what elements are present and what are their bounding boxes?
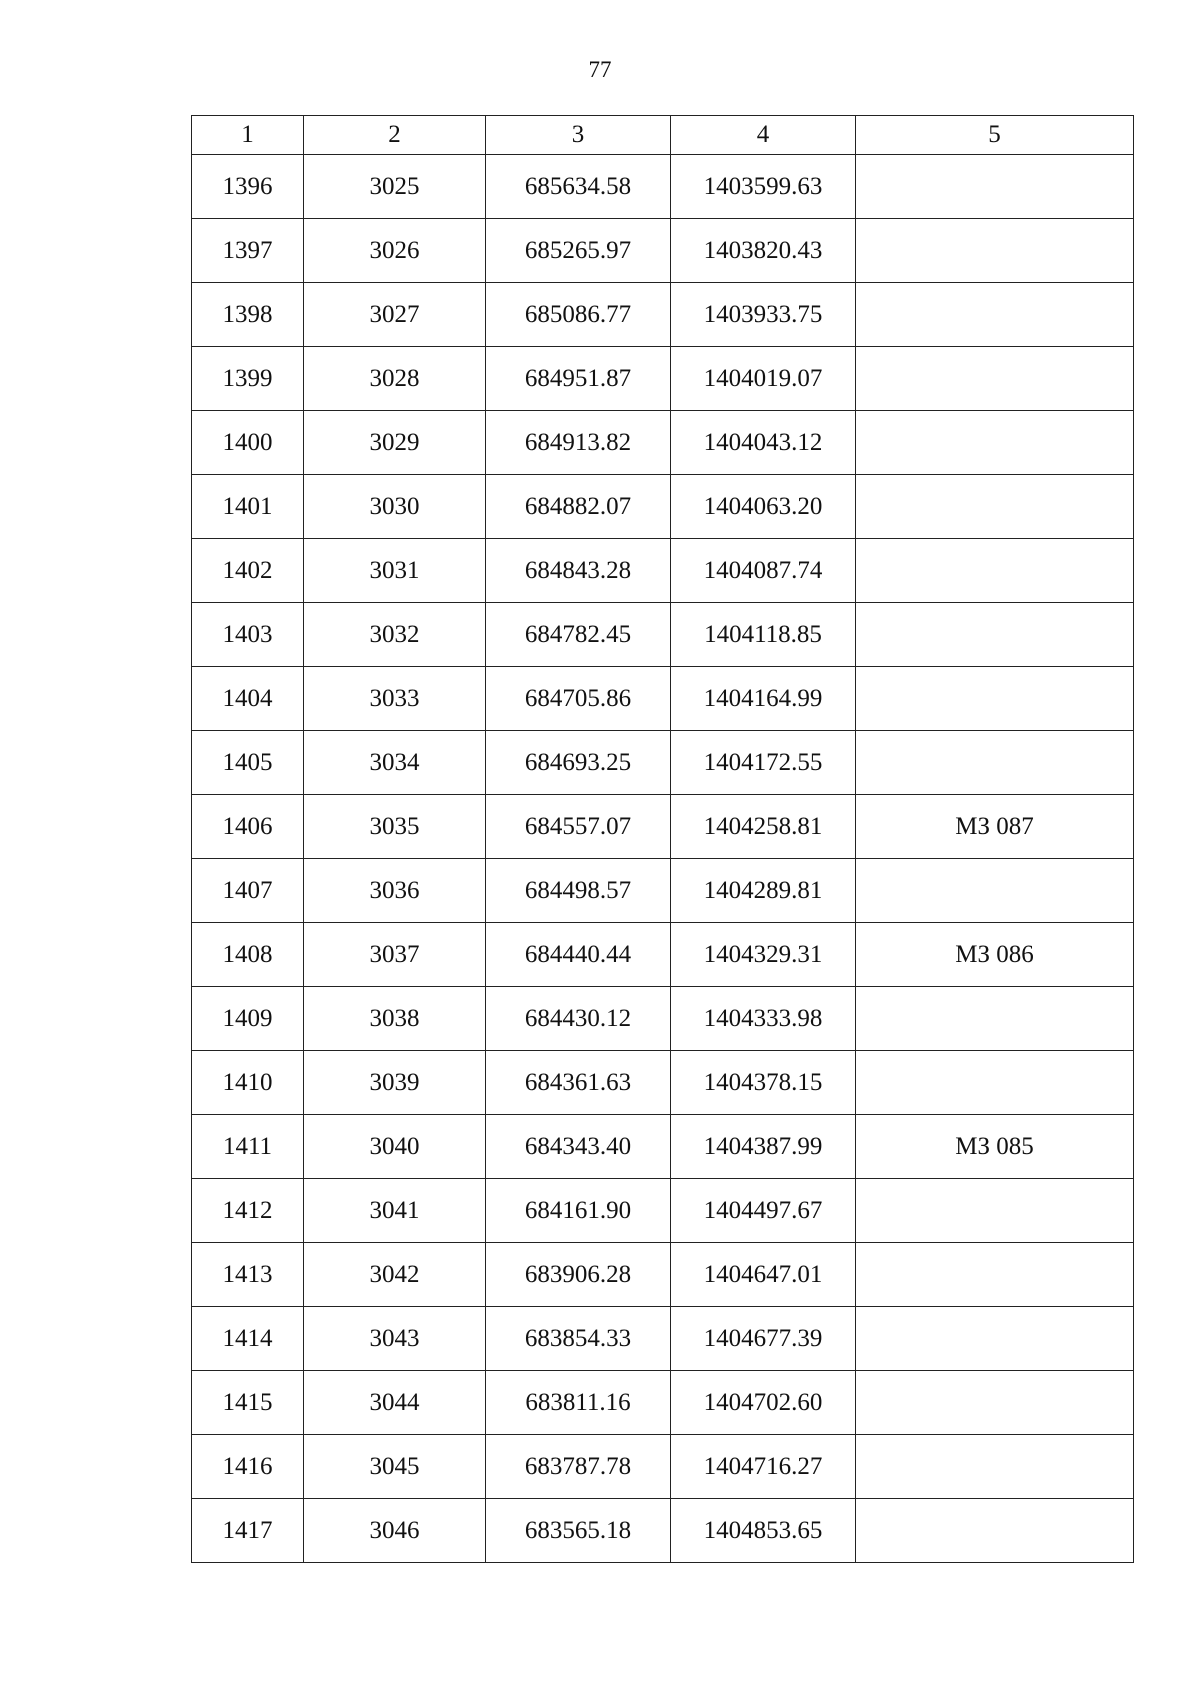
table-cell-col-3: 683811.16 bbox=[486, 1371, 671, 1435]
table-cell-col-5 bbox=[856, 667, 1134, 731]
table-cell-col-5: МЗ 085 bbox=[856, 1115, 1134, 1179]
column-header: 4 bbox=[671, 116, 856, 155]
table-cell-col-3: 683787.78 bbox=[486, 1435, 671, 1499]
table-cell-col-2: 3028 bbox=[304, 347, 486, 411]
header-row bbox=[192, 116, 1134, 155]
table-cell-col-1: 1400 bbox=[192, 411, 304, 475]
table-cell-col-5 bbox=[856, 1051, 1134, 1115]
table-row bbox=[192, 1499, 1134, 1563]
table-cell-col-2: 3041 bbox=[304, 1179, 486, 1243]
table-cell-col-4: 1403820.43 bbox=[671, 219, 856, 283]
column-header: 5 bbox=[856, 116, 1134, 155]
table-cell-col-4: 1404702.60 bbox=[671, 1371, 856, 1435]
table-row bbox=[192, 1435, 1134, 1499]
table-cell-col-2: 3046 bbox=[304, 1499, 486, 1563]
table-body bbox=[192, 155, 1134, 1563]
table-cell-col-4: 1404289.81 bbox=[671, 859, 856, 923]
table-row bbox=[192, 1051, 1134, 1115]
table-cell-col-3: 684343.40 bbox=[486, 1115, 671, 1179]
table-cell-col-5 bbox=[856, 731, 1134, 795]
table-row bbox=[192, 1371, 1134, 1435]
table-cell-col-2: 3043 bbox=[304, 1307, 486, 1371]
table-cell-col-3: 683906.28 bbox=[486, 1243, 671, 1307]
table-cell-col-2: 3037 bbox=[304, 923, 486, 987]
coordinates-table bbox=[191, 115, 1134, 1563]
table-cell-col-1: 1409 bbox=[192, 987, 304, 1051]
table-cell-col-2: 3044 bbox=[304, 1371, 486, 1435]
table-cell-col-1: 1414 bbox=[192, 1307, 304, 1371]
table-row bbox=[192, 155, 1134, 219]
table-cell-col-5 bbox=[856, 987, 1134, 1051]
table-cell-col-5 bbox=[856, 347, 1134, 411]
table-cell-col-3: 684913.82 bbox=[486, 411, 671, 475]
table-cell-col-5: МЗ 087 bbox=[856, 795, 1134, 859]
table-cell-col-4: 1404063.20 bbox=[671, 475, 856, 539]
table-row bbox=[192, 347, 1134, 411]
table-cell-col-5 bbox=[856, 1179, 1134, 1243]
table-cell-col-5 bbox=[856, 539, 1134, 603]
table-cell-col-2: 3026 bbox=[304, 219, 486, 283]
table-cell-col-5 bbox=[856, 603, 1134, 667]
table-cell-col-1: 1405 bbox=[192, 731, 304, 795]
table-cell-col-1: 1398 bbox=[192, 283, 304, 347]
table-cell-col-5: МЗ 086 bbox=[856, 923, 1134, 987]
table-cell-col-4: 1404647.01 bbox=[671, 1243, 856, 1307]
table-cell-col-2: 3027 bbox=[304, 283, 486, 347]
table-cell-col-2: 3045 bbox=[304, 1435, 486, 1499]
table-cell-col-4: 1404497.67 bbox=[671, 1179, 856, 1243]
table-cell-col-4: 1404677.39 bbox=[671, 1307, 856, 1371]
table-cell-col-3: 685634.58 bbox=[486, 155, 671, 219]
table-cell-col-4: 1404333.98 bbox=[671, 987, 856, 1051]
table-cell-col-3: 684440.44 bbox=[486, 923, 671, 987]
table-cell-col-4: 1404043.12 bbox=[671, 411, 856, 475]
table-cell-col-5 bbox=[856, 1499, 1134, 1563]
table-cell-col-3: 684782.45 bbox=[486, 603, 671, 667]
table-cell-col-1: 1407 bbox=[192, 859, 304, 923]
table-cell-col-2: 3038 bbox=[304, 987, 486, 1051]
table-cell-col-2: 3030 bbox=[304, 475, 486, 539]
table-cell-col-2: 3042 bbox=[304, 1243, 486, 1307]
table-cell-col-5 bbox=[856, 475, 1134, 539]
table-cell-col-3: 685086.77 bbox=[486, 283, 671, 347]
table-cell-col-3: 685265.97 bbox=[486, 219, 671, 283]
column-header: 3 bbox=[486, 116, 671, 155]
table-cell-col-2: 3039 bbox=[304, 1051, 486, 1115]
table-cell-col-4: 1403933.75 bbox=[671, 283, 856, 347]
table-cell-col-3: 683854.33 bbox=[486, 1307, 671, 1371]
table-cell-col-2: 3034 bbox=[304, 731, 486, 795]
table-cell-col-5 bbox=[856, 859, 1134, 923]
table-cell-col-4: 1404853.65 bbox=[671, 1499, 856, 1563]
table-cell-col-1: 1403 bbox=[192, 603, 304, 667]
table-cell-col-2: 3031 bbox=[304, 539, 486, 603]
table-cell-col-1: 1404 bbox=[192, 667, 304, 731]
table-cell-col-4: 1404329.31 bbox=[671, 923, 856, 987]
table-row bbox=[192, 987, 1134, 1051]
table-cell-col-2: 3035 bbox=[304, 795, 486, 859]
table-cell-col-1: 1408 bbox=[192, 923, 304, 987]
table-row bbox=[192, 795, 1134, 859]
table-cell-col-1: 1402 bbox=[192, 539, 304, 603]
table-cell-col-1: 1413 bbox=[192, 1243, 304, 1307]
table-cell-col-4: 1404387.99 bbox=[671, 1115, 856, 1179]
table-cell-col-3: 684557.07 bbox=[486, 795, 671, 859]
table-row bbox=[192, 603, 1134, 667]
column-header: 1 bbox=[192, 116, 304, 155]
page-number: 77 bbox=[588, 57, 612, 82]
table-cell-col-4: 1404172.55 bbox=[671, 731, 856, 795]
table-cell-col-3: 684430.12 bbox=[486, 987, 671, 1051]
table-row bbox=[192, 475, 1134, 539]
table-row bbox=[192, 1179, 1134, 1243]
column-header: 2 bbox=[304, 116, 486, 155]
table-cell-col-1: 1411 bbox=[192, 1115, 304, 1179]
table-row bbox=[192, 667, 1134, 731]
table-cell-col-4: 1404118.85 bbox=[671, 603, 856, 667]
table-cell-col-2: 3029 bbox=[304, 411, 486, 475]
table-row bbox=[192, 219, 1134, 283]
table-cell-col-3: 684951.87 bbox=[486, 347, 671, 411]
table-cell-col-5 bbox=[856, 1307, 1134, 1371]
table-cell-col-1: 1397 bbox=[192, 219, 304, 283]
table-cell-col-3: 684361.63 bbox=[486, 1051, 671, 1115]
table-cell-col-4: 1404019.07 bbox=[671, 347, 856, 411]
table-cell-col-4: 1404378.15 bbox=[671, 1051, 856, 1115]
table-cell-col-1: 1396 bbox=[192, 155, 304, 219]
table-row bbox=[192, 1307, 1134, 1371]
table-cell-col-2: 3040 bbox=[304, 1115, 486, 1179]
table-cell-col-1: 1416 bbox=[192, 1435, 304, 1499]
table-row bbox=[192, 539, 1134, 603]
table-cell-col-4: 1403599.63 bbox=[671, 155, 856, 219]
table-row bbox=[192, 1115, 1134, 1179]
table-cell-col-4: 1404258.81 bbox=[671, 795, 856, 859]
table-cell-col-1: 1415 bbox=[192, 1371, 304, 1435]
table-cell-col-4: 1404087.74 bbox=[671, 539, 856, 603]
table-cell-col-1: 1399 bbox=[192, 347, 304, 411]
table-cell-col-4: 1404716.27 bbox=[671, 1435, 856, 1499]
table-header bbox=[192, 116, 1134, 155]
table-cell-col-2: 3032 bbox=[304, 603, 486, 667]
table-row bbox=[192, 923, 1134, 987]
table-cell-col-5 bbox=[856, 1435, 1134, 1499]
table-cell-col-1: 1417 bbox=[192, 1499, 304, 1563]
table-cell-col-5 bbox=[856, 283, 1134, 347]
table-cell-col-2: 3025 bbox=[304, 155, 486, 219]
table-cell-col-3: 684843.28 bbox=[486, 539, 671, 603]
table-cell-col-5 bbox=[856, 1243, 1134, 1307]
table-cell-col-5 bbox=[856, 155, 1134, 219]
table-cell-col-1: 1401 bbox=[192, 475, 304, 539]
table-cell-col-5 bbox=[856, 411, 1134, 475]
table-cell-col-3: 684705.86 bbox=[486, 667, 671, 731]
table-cell-col-3: 684498.57 bbox=[486, 859, 671, 923]
table-cell-col-1: 1412 bbox=[192, 1179, 304, 1243]
table-cell-col-4: 1404164.99 bbox=[671, 667, 856, 731]
table-row bbox=[192, 411, 1134, 475]
table-cell-col-1: 1406 bbox=[192, 795, 304, 859]
table-row bbox=[192, 859, 1134, 923]
table-cell-col-2: 3036 bbox=[304, 859, 486, 923]
table-cell-col-3: 684693.25 bbox=[486, 731, 671, 795]
table-cell-col-2: 3033 bbox=[304, 667, 486, 731]
table-cell-col-1: 1410 bbox=[192, 1051, 304, 1115]
table-cell-col-3: 684161.90 bbox=[486, 1179, 671, 1243]
table-cell-col-5 bbox=[856, 219, 1134, 283]
table-cell-col-3: 683565.18 bbox=[486, 1499, 671, 1563]
table-row bbox=[192, 1243, 1134, 1307]
table-cell-col-5 bbox=[856, 1371, 1134, 1435]
table-row bbox=[192, 283, 1134, 347]
table-cell-col-3: 684882.07 bbox=[486, 475, 671, 539]
table-row bbox=[192, 731, 1134, 795]
